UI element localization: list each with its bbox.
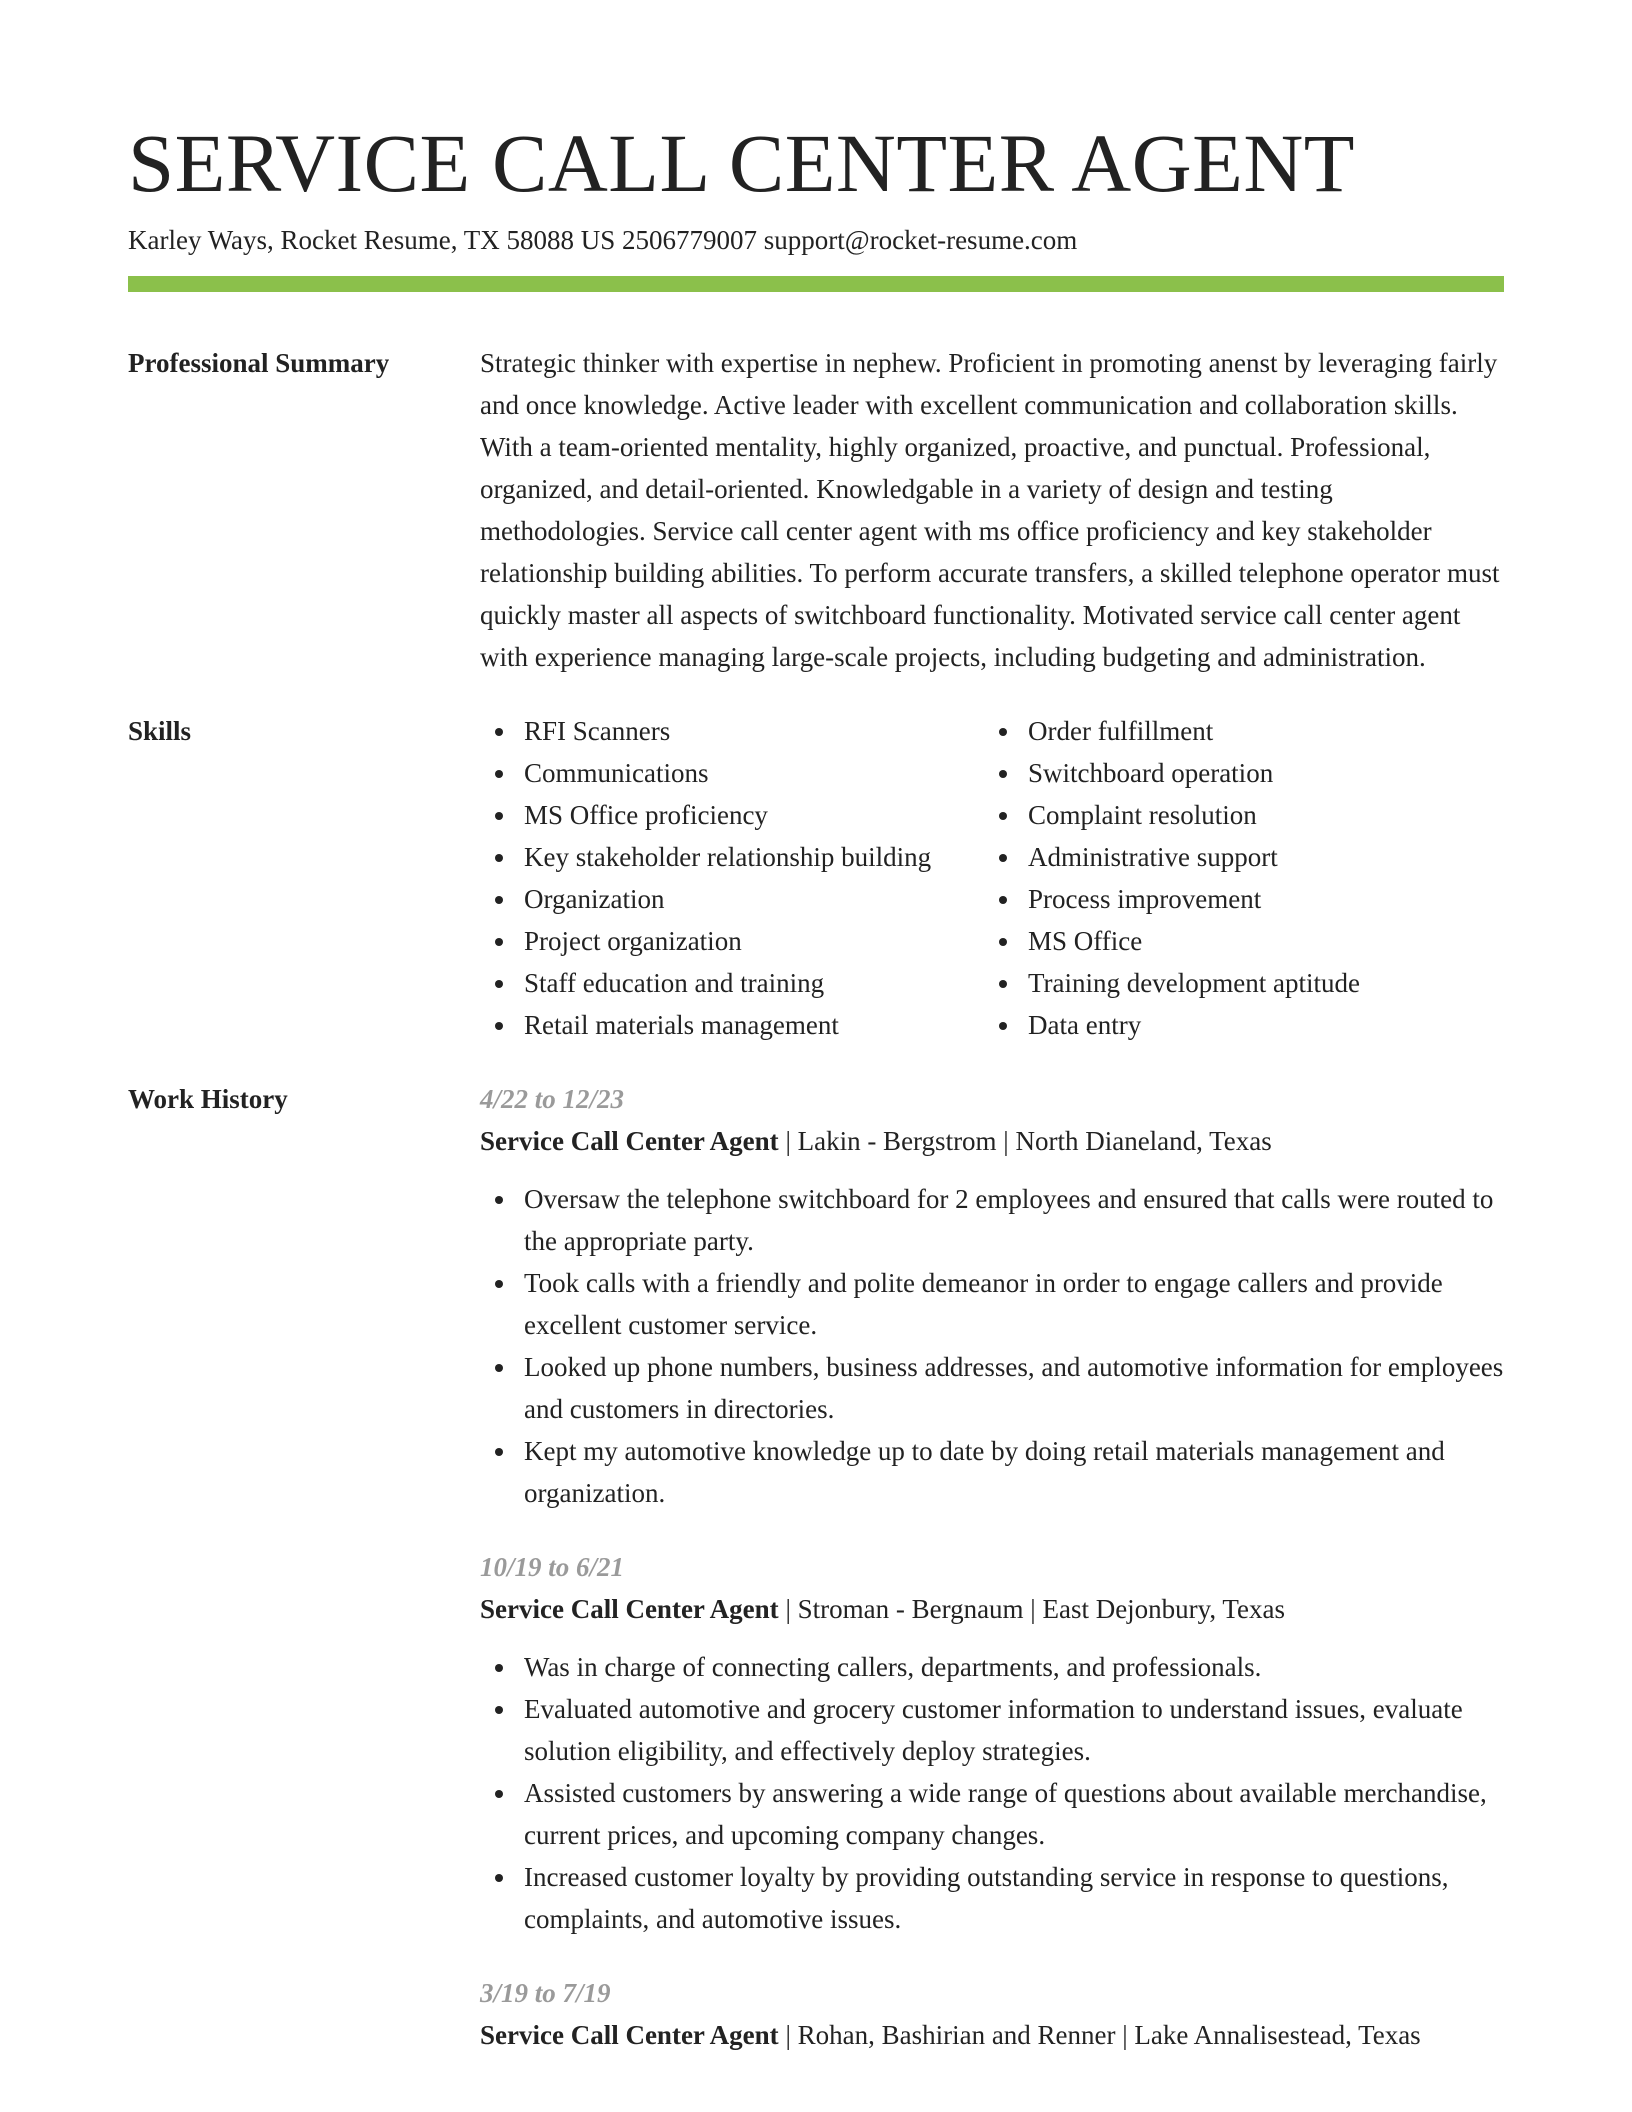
job-header — [480, 1588, 1504, 1630]
job-header — [480, 1120, 1504, 1162]
work-history-list — [480, 1078, 1504, 2088]
skill-item: Staff education and training — [480, 962, 984, 1004]
skills-column-left — [480, 710, 984, 1046]
skill-item: RFI Scanners — [480, 710, 984, 752]
skill-item: MS Office proficiency — [480, 794, 984, 836]
job-dates: 4/22 to 12/23 — [480, 1084, 625, 1115]
skill-item: Retail materials management — [480, 1004, 984, 1046]
job-title: Service Call Center Agent — [480, 1594, 779, 1625]
job-entry — [480, 1972, 1504, 2056]
skill-item: Communications — [480, 752, 984, 794]
job-bullets — [480, 1178, 1504, 1514]
job-entry — [480, 1546, 1504, 1940]
job-title: Service Call Center Agent — [480, 1126, 779, 1157]
summary-section — [128, 342, 1504, 678]
skill-item: MS Office — [984, 920, 1504, 962]
job-dates: 10/19 to 6/21 — [480, 1552, 625, 1583]
skills-column-right — [984, 710, 1504, 1046]
job-bullet: Looked up phone numbers, business addresses, and automotive information for employees and customers in directories. — [480, 1346, 1504, 1430]
job-company-location: | Stroman - Bergnaum | East Dejonbury, Texas — [778, 1594, 1286, 1625]
work-history-section — [128, 1078, 1504, 2088]
job-bullet: Was in charge of connecting callers, departments, and professionals. — [480, 1646, 1504, 1688]
job-bullet: Evaluated automotive and grocery customer information to understand issues, evaluate solution eligibility, and effectively deploy strategies. — [480, 1688, 1504, 1772]
job-header — [480, 2014, 1504, 2056]
contact-line: Karley Ways, Rocket Resume, TX 58088 US 2506779007 support@rocket-resume.com — [128, 225, 1078, 256]
header-divider — [128, 276, 1504, 292]
skill-item: Complaint resolution — [984, 794, 1504, 836]
skill-item: Order fulfillment — [984, 710, 1504, 752]
skill-item: Organization — [480, 878, 984, 920]
job-entry — [480, 1078, 1504, 1514]
skill-item: Project organization — [480, 920, 984, 962]
skill-item: Administrative support — [984, 836, 1504, 878]
job-bullet: Kept my automotive knowledge up to date by doing retail materials management and organization. — [480, 1430, 1504, 1514]
skill-item: Process improvement — [984, 878, 1504, 920]
job-title: Service Call Center Agent — [480, 2020, 779, 2051]
job-dates: 3/19 to 7/19 — [480, 1978, 611, 2009]
skills-list — [480, 710, 1504, 1046]
job-bullets — [480, 1646, 1504, 1940]
job-company-location: | Rohan, Bashirian and Renner | Lake Annalisestead, Texas — [778, 2020, 1421, 2051]
summary-heading: Professional Summary — [128, 348, 390, 379]
skill-item: Key stakeholder relationship building — [480, 836, 984, 878]
resume-title: SERVICE CALL CENTER AGENT — [128, 117, 1355, 209]
job-bullet: Oversaw the telephone switchboard for 2 employees and ensured that calls were routed to the appropriate party. — [480, 1178, 1504, 1262]
skills-section — [128, 710, 1504, 1046]
job-bullet: Assisted customers by answering a wide range of questions about available merchandise, current prices, and upcoming company changes. — [480, 1772, 1504, 1856]
skill-item: Data entry — [984, 1004, 1504, 1046]
job-company-location: | Lakin - Bergstrom | North Dianeland, Texas — [778, 1126, 1272, 1157]
summary-text: Strategic thinker with expertise in nephew. Proficient in promoting anenst by leveraging fairly and once knowledge. Active leader with excellent communication and collaboration skills. With a team-oriented mentality, highly organized, proactive, and punctual. Professional, organized, and detail-oriented. Knowledgable in a variety of design and testing methodologies. Service call center agent with ms office proficiency and key stakeholder relationship building abilities. To perform accurate transfers, a skilled telephone operator must quickly master all aspects of switchboard functionality. Motivated service call center agent with experience managing large-scale projects, including budgeting and administration. — [480, 348, 1500, 673]
skill-item: Switchboard operation — [984, 752, 1504, 794]
skill-item: Training development aptitude — [984, 962, 1504, 1004]
work-history-heading: Work History — [128, 1084, 288, 1115]
skills-heading: Skills — [128, 716, 192, 747]
job-bullet: Increased customer loyalty by providing outstanding service in response to questions, complaints, and automotive issues. — [480, 1856, 1504, 1940]
job-bullet: Took calls with a friendly and polite demeanor in order to engage callers and provide excellent customer service. — [480, 1262, 1504, 1346]
